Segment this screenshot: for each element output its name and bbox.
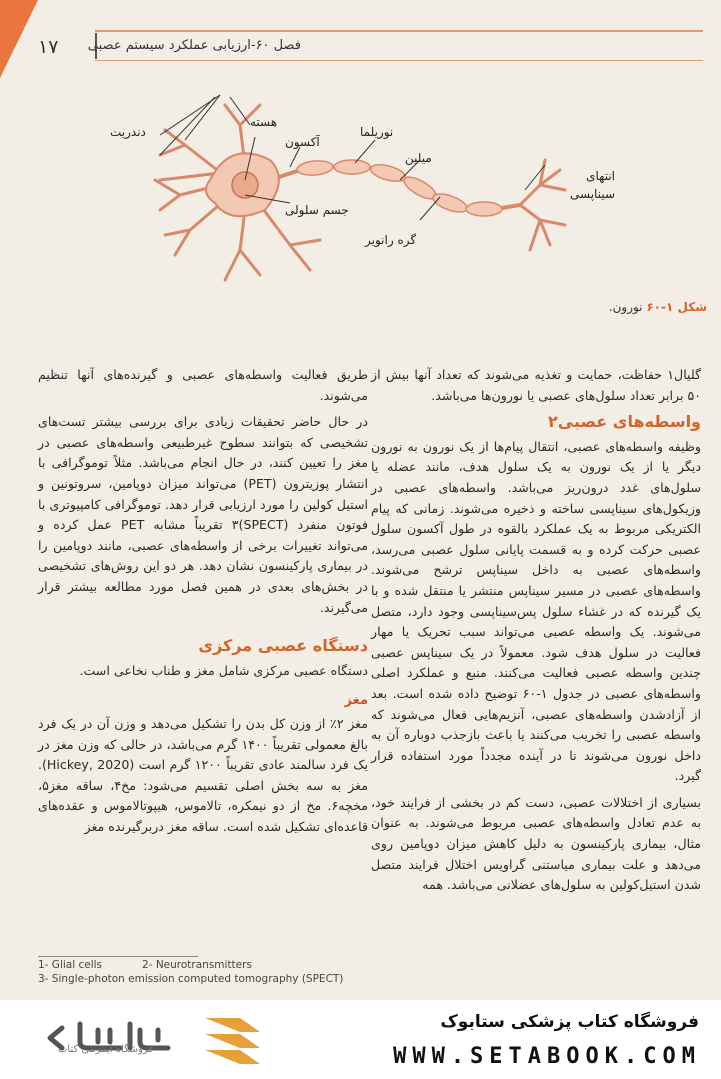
paragraph-research: در حال حاضر تحقیقات زیادی برای بررسی بیشتر تست‌های تشخیصی که بتوانند سطوح غیرطبیعی واسطه‌های عصبی در مغز را تعیین کنند، در حال انجام می‌باشد. مثلاً توموگرافی با انتشار پوزیترون (PET) می‌تواند میزان دوپامین، سروتونین و استیل کولین را مورد ارزیابی قرار دهد. توموگرافی کامپیوتری با فوتون منفرد (SPECT)٣ تقریباً مشابه PET عمل کرده و می‌تواند تغییرات برخی از واسطه‌های عصبی، مانند دوپامین را در بیماری پارکینسون نشان دهد. هر دو این روش‌های تشخیصی در بخش‌های بعدی در همین فصل مورد مطالعه بیشتر قرار می‌گیرند. xyxy=(38,414,368,615)
label-nucleus: هسته xyxy=(250,115,278,129)
right-column xyxy=(371,365,701,902)
footnote-2: 2- Neurotransmitters xyxy=(142,959,252,971)
store-name: فروشگاه کتاب پزشکی ستابوک xyxy=(440,1012,699,1032)
chapter-title: فصل ۶۰-ارزیابی عملکرد سیستم عصبی xyxy=(87,38,301,53)
store-banner xyxy=(0,1000,721,1079)
paragraph-cns: دستگاه عصبی مرکزی شامل مغز و طناب نخاعی است. xyxy=(79,662,368,678)
figure-caption-text: نورون. xyxy=(608,300,643,314)
paragraph-regulation: طریق فعالیت واسطه‌های عصبی و گیرنده‌های آنها تنظیم می‌شوند. xyxy=(38,367,368,403)
label-dendrite: دندریت xyxy=(110,125,146,139)
heading-neurotransmitters: واسطه‌های عصبی٢ xyxy=(548,412,701,432)
paragraph-neurotransmitters: وظیفه واسطه‌های عصبی، انتقال پیام‌ها از یک نورون به نورون دیگر یا از یک نورون به یک سلول هدف، مانند عضله یا سلول‌های غدد درون‌ریز می‌باشد. واسطه‌های عصبی در وزیکول‌های سیناپسی ساخته و ذخیره می‌شوند. زمانی که پیام الکتریکی مربوط به یک عملکرد بالقوه در طول آکسون سلول عصبی حرکت کرده و به قسمت پایانی سلول عصبی می‌رسد، واسطه‌های عصبی به داخل سیناپس ترشح می‌شوند. واسطه‌های عصبی در مسیر سیناپس منتشر یا منتقل شده و با یک گیرنده که در غشاء سلول پس‌سیناپسی وجود دارد، متصل می‌شوند. یک واسطه عصبی می‌تواند سبب تحریک یا مهار فعالیت در سلول هدف شود. معمولاً در یک سیناپس عصبی چندین واسطه عصبی فعالیت می‌کنند. منبع و عملکرد اصلی واسطه‌های عصبی در جدول ۱-۶۰ توضیح داده شده است. بعد از آزادشدن واسطه‌های عصبی، آنزیم‌هایی فعال می‌شوند که واسطه عصبی را تخریب می‌کنند یا باعث بازجذب دوباره آن به داخل نورون می‌شوند تا در آینده مجدداً مورد استفاده قرار گیرد. xyxy=(371,438,701,784)
footnote-rule xyxy=(38,956,198,957)
label-axon: آکسون xyxy=(285,135,320,149)
paragraph-brain: مغز ۲٪ از وزن کل بدن را تشکیل می‌دهد و وزن آن در یک فرد بالغ معمولی تقریباً ۱۴۰۰ گرم می‌باشد، در حالی که وزن مغز در یک فرد سالمند عادی تقریباً ۱۲۰۰ گرم است (Hickey, 2020). مغز به سه بخش اصلی تقسیم می‌شود: مخ۴، ساقه مغز۵، مخچه۶. مخ از دو نیمکره، تالاموس، هیپوتالاموس و عقده‌های قاعده‌ای تشکیل شده است. ساقه مغز دربرگیرنده مغز xyxy=(38,715,368,834)
figure-caption-number: شکل ۱-۶۰ xyxy=(646,300,707,314)
label-neurilemma: نوریلما xyxy=(360,125,394,139)
label-cell-body: جسم سلولی xyxy=(285,203,349,217)
paragraph-glial-intro: گلیال١ حفاظت، حمایت و تغذیه می‌شوند که تعداد آنها بیش از ۵۰ برابر تعداد سلول‌های عصبی یا نورون‌ها می‌باشد. xyxy=(371,367,701,403)
figure-caption xyxy=(609,300,707,314)
paragraph-disorders: بسیاری از اختلالات عصبی، دست کم در بخشی از فرایند خود، به عدم تعادل واسطه‌های عصبی مربوط می‌شوند. به عنوان مثال، بیماری پارکینسون به دلیل کاهش میزان دوپامین روی می‌دهد و علت بیماری میاستنی گراویس اختلال فرایند متصل شدن استیل‌کولین به سلول‌های عضلانی می‌باشد. همه xyxy=(371,794,701,893)
neuron-figure xyxy=(90,85,650,300)
logo-caption: فروشگاه اینترنتی کتاب xyxy=(58,1044,154,1055)
heading-brain: مغز xyxy=(344,693,368,709)
label-node-of-ranvier: گره رانویر xyxy=(365,233,417,247)
label-myelin: میلین xyxy=(405,151,432,165)
store-url-link[interactable]: WWW.SETABOOK.COM xyxy=(393,1044,701,1069)
footnote-1: 1- Glial cells xyxy=(38,959,103,971)
header-rule-bottom xyxy=(95,60,703,61)
label-synaptic-terminals: انتهای سیناپسی xyxy=(570,169,615,201)
footnote-3: 3- Single-photon emission computed tomography (SPECT) xyxy=(38,973,344,985)
heading-cns: دستگاه عصبی مرکزی xyxy=(198,636,368,656)
page-corner-accent xyxy=(0,0,38,78)
left-column xyxy=(38,365,368,843)
header-rule xyxy=(95,30,703,32)
footnotes xyxy=(38,958,368,986)
page-number: ١٧ xyxy=(38,36,59,58)
setabook-logo-icon xyxy=(40,1010,280,1070)
nucleus-shape xyxy=(232,172,258,198)
